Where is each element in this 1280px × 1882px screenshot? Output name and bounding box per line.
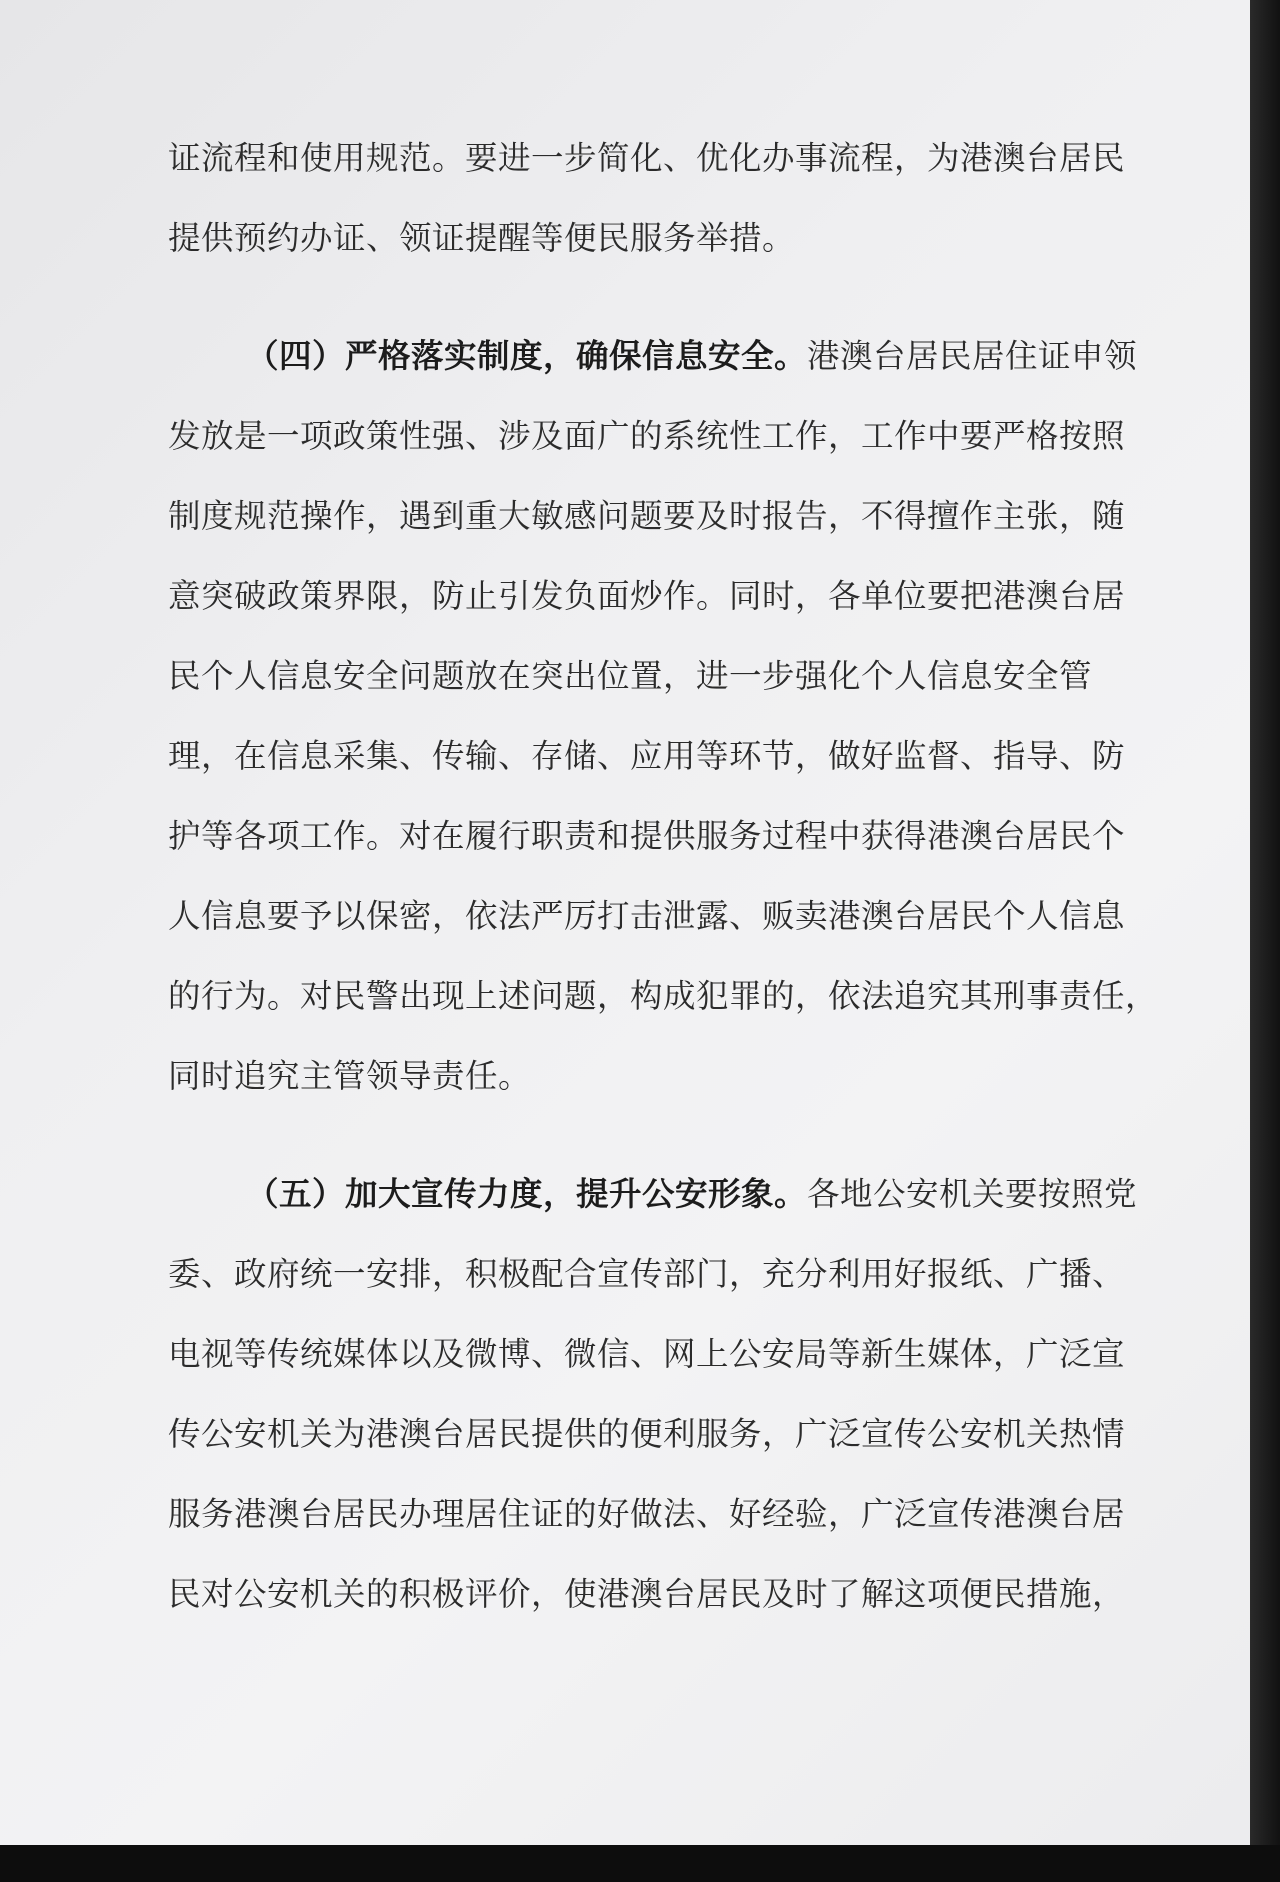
text-line: 民个人信息安全问题放在突出位置，进一步强化个人信息安全管 [168, 657, 1093, 695]
text-line: 制度规范操作，遇到重大敏感问题要及时报告，不得擅作主张，随 [168, 497, 1126, 535]
text-run: 港澳台居民居住证申领 [807, 337, 1138, 375]
text-line: 委、政府统一安排，积极配合宣传部门，充分利用好报纸、广播、 [168, 1255, 1126, 1293]
background-edge-right [1250, 0, 1280, 1882]
document-body [168, 118, 1159, 1634]
paragraph-spacer [168, 1116, 1128, 1154]
text-line: 发放是一项政策性强、涉及面广的系统性工作，工作中要严格按照 [168, 417, 1126, 455]
text-line: 护等各项工作。对在履行职责和提供服务过程中获得港澳台居民个 [168, 817, 1126, 855]
paragraph-1 [168, 118, 1128, 278]
text-line: 服务港澳台居民办理居住证的好做法、好经验，广泛宣传港澳台居 [168, 1495, 1126, 1533]
text-run: 各地公安机关要按照党 [807, 1175, 1138, 1213]
section-heading-5: （五）加大宣传力度，提升公安形象。 [246, 1174, 808, 1213]
text-line: 人信息要予以保密，依法严厉打击泄露、贩卖港澳台居民个人信息 [168, 897, 1126, 935]
text-line: 电视等传统媒体以及微博、微信、网上公安局等新生媒体，广泛宣 [168, 1335, 1126, 1373]
paragraph-3 [168, 1154, 1138, 1634]
text-line: 理，在信息采集、传输、存储、应用等环节，做好监督、指导、防 [168, 737, 1126, 775]
paragraph-spacer [168, 278, 1128, 316]
background-edge-bottom [0, 1845, 1280, 1882]
text-line: 传公安机关为港澳台居民提供的便利服务，广泛宣传公安机关热情 [168, 1415, 1126, 1453]
text-line: 的行为。对民警出现上述问题，构成犯罪的，依法追究其刑事责任， [168, 977, 1159, 1015]
text-line [168, 316, 1138, 396]
text-line: 提供预约办证、领证提醒等便民服务举措。 [168, 219, 796, 257]
section-heading-4: （四）严格落实制度，确保信息安全。 [246, 336, 808, 375]
paragraph-2 [168, 316, 1159, 1116]
text-line: 同时追究主管领导责任。 [168, 1057, 532, 1095]
text-line: 证流程和使用规范。要进一步简化、优化办事流程，为港澳台居民 [168, 139, 1126, 177]
text-line: 民对公安机关的积极评价，使港澳台居民及时了解这项便民措施， [168, 1575, 1126, 1613]
text-line [168, 1154, 1138, 1234]
text-line: 意突破政策界限，防止引发负面炒作。同时，各单位要把港澳台居 [168, 577, 1126, 615]
